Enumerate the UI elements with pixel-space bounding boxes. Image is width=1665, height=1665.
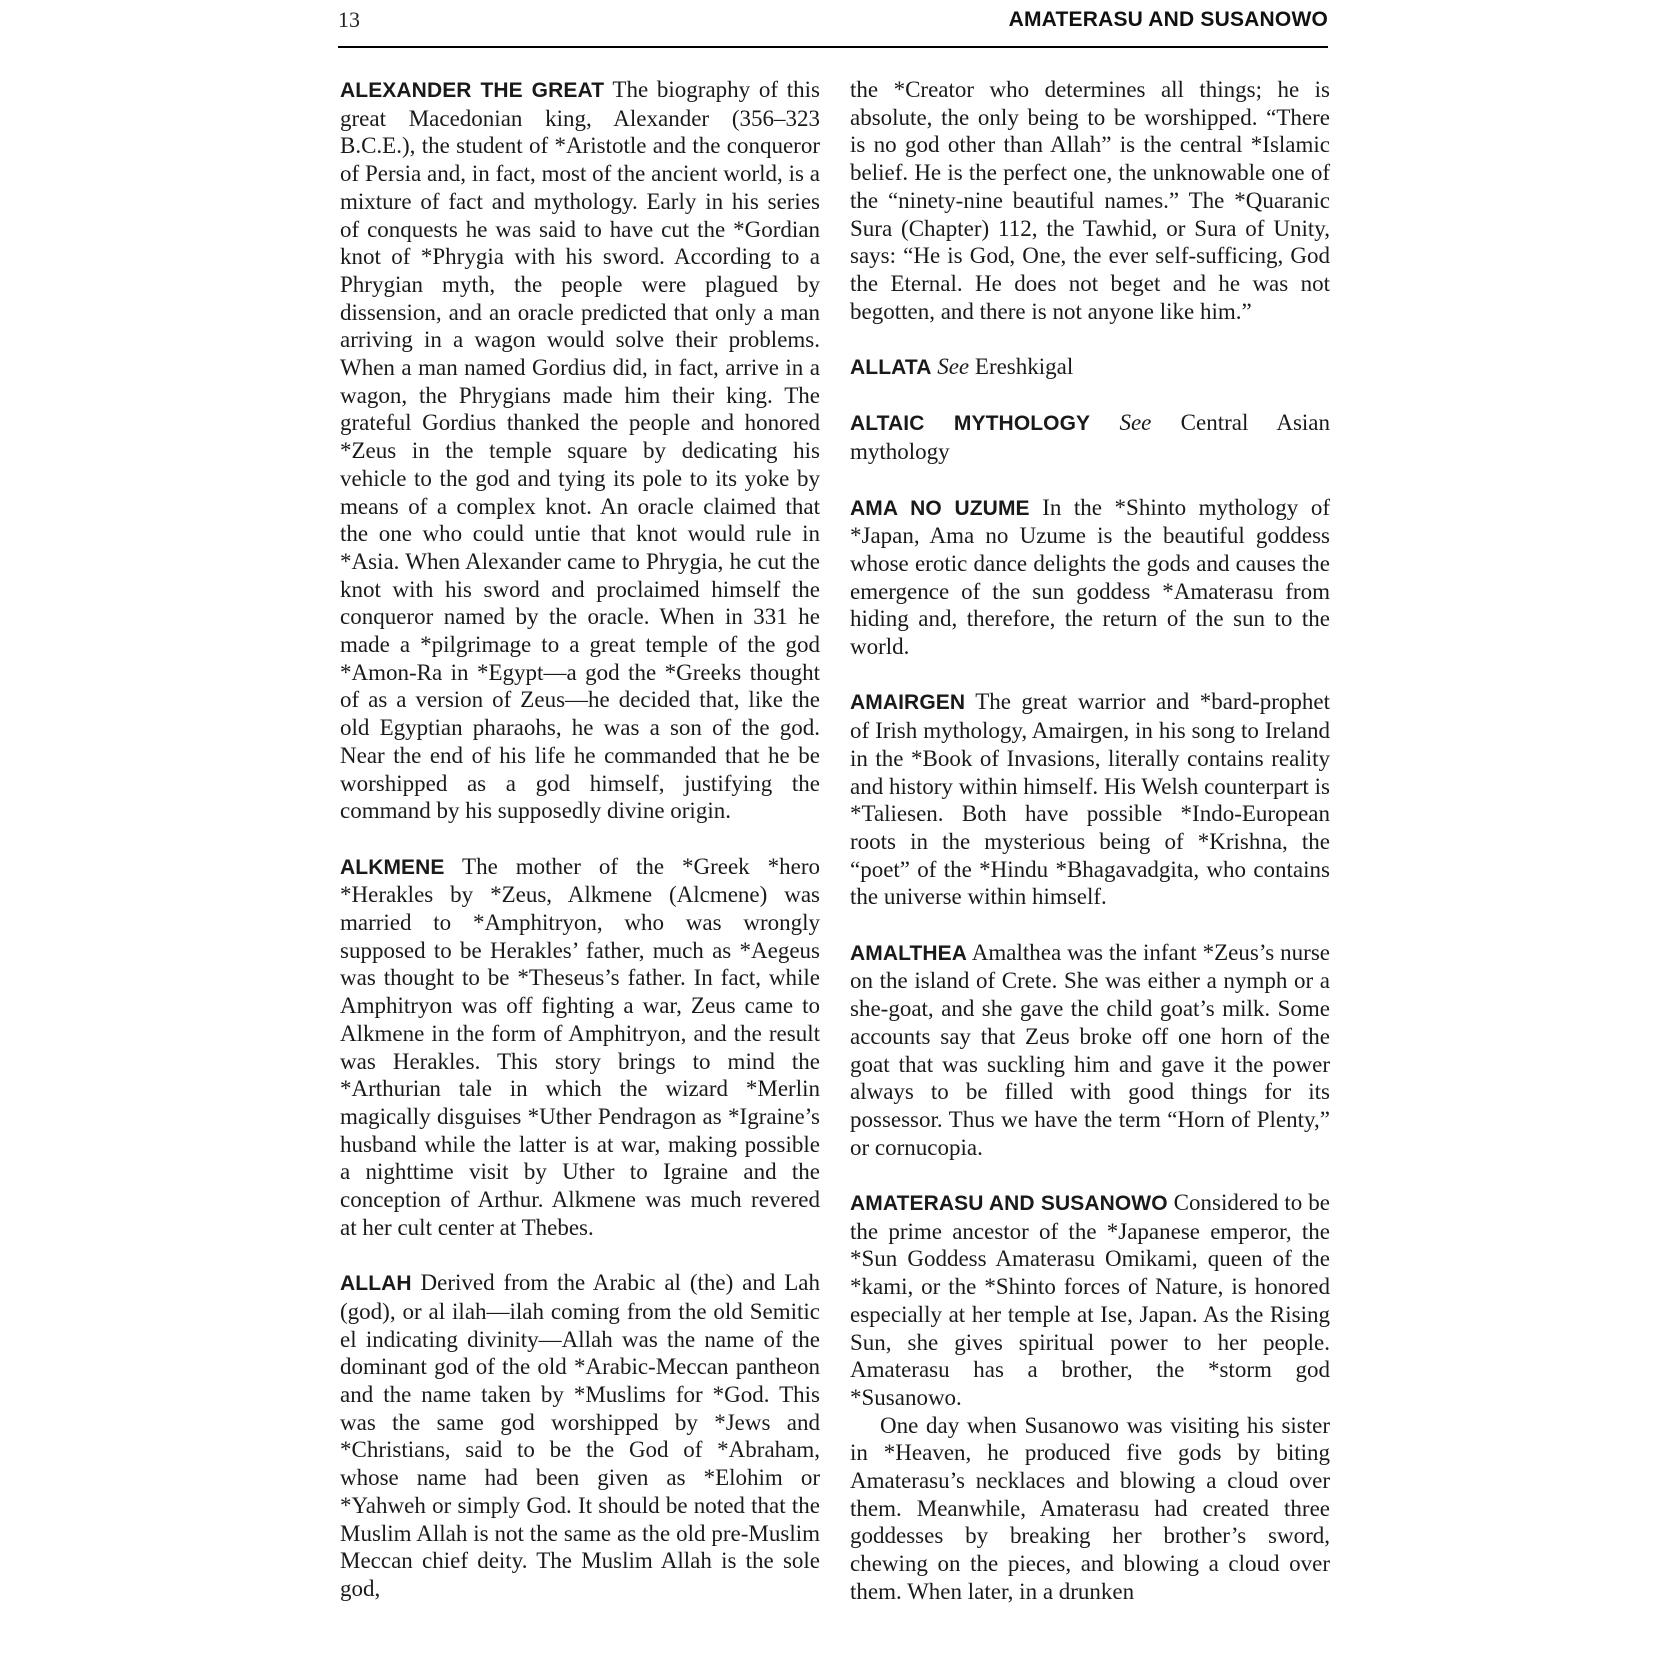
entry-alkmene bbox=[340, 853, 820, 1242]
page-number: 13 bbox=[338, 7, 360, 32]
entry-text: The mother of the *Greek *hero *Herakles by *Zeus, Alkmene (Alcmene) was married to *Amphitryon, who was wrongly supposed to be Herakles’ father, much as *Aegeus was thought to be *Theseus’s father. In fact, while Amphitryon was off fighting a war, Zeus came to Alkmene in the form of Amphitryon, and the result was Herakles. This story brings to mind the *Arthurian tale in which the wizard *Merlin magically disguises *Uther Pendragon as *Igraine’s husband while the latter is at war, making possible a nighttime visit by Uther to Igraine and the conception of Arthur. Alkmene was much revered at her cult center at Thebes. bbox=[340, 853, 820, 1240]
entry-headword: AMA NO UZUME bbox=[850, 496, 1030, 520]
see-reference: See bbox=[1090, 410, 1152, 436]
entry-alexander-the-great bbox=[340, 76, 820, 825]
entry-amalthea bbox=[850, 939, 1330, 1162]
entry-text: Derived from the Arabic al (the) and Lah (god), or al ilah—ilah coming from the old Semitic el indicating divinity—Allah was the name of the dominant god of the old *Arabic-Meccan pantheon and the name taken by *Muslims for *God. This was the same god worshipped by *Jews and *Christians, said to be the God of *Abraham, whose name had been given as *Elohim or *Yahweh or simply God. It should be noted that the Muslim Allah is not the same as the old pre-Muslim Meccan chief deity. The Muslim Allah is the sole god, bbox=[340, 1270, 820, 1601]
entry-headword: AMALTHEA bbox=[850, 941, 968, 965]
entry-text: The biography of this great Macedonian king, Alexander (356–323 B.C.E.), the student of *Aristotle and the conqueror of Persia and, in fact, most of the ancient world, is a mixture of fact and mythology. Early in his series of conquests he was said to have cut the *Gordian knot of *Phrygia with his sword. According to a Phrygian myth, the people were plagued by dissension, and an oracle predicted that only a man arriving in a wagon would solve their problems. When a man named Gordius did, in fact, arrive in a wagon, the Phrygians made him their king. The grateful Gordius thanked the people and honored *Zeus in the temple square by dedicating his vehicle to the god and tying its pole to its yoke by means of a complex knot. An oracle claimed that the one who could untie that knot would rule in *Asia. When Alexander came to Phrygia, he cut the knot with his sword and proclaimed himself the conqueror named by the oracle. When in 331 he made a *pilgrimage to a great temple of the god *Amon-Ra in *Egypt—a god the *Greeks thought of as a version of Zeus—he decided that, like the old Egyptian pharaohs, he was a son of the god. Near the end of his life he commanded that he be worshipped as a god himself, justifying the command by his supposedly divine origin. bbox=[340, 77, 820, 824]
left-column bbox=[340, 76, 820, 1630]
entry-text: the *Creator who determines all things; he is absolute, the only being to be worshipped. “There is no god other than Allah” is the central *Islamic belief. He is the perfect one, the unknowable one of the “ninety-nine beautiful names.” The *Quaranic Sura (Chapter) 112, the Tawhid, or Sura of Unity, says: “He is God, One, the ever self-sufficing, God the Eternal. He does not beget and he was not begotten, and there is not anyone like him.” bbox=[850, 77, 1330, 324]
entry-text: Central Asian mythology bbox=[850, 410, 1331, 465]
entry-amaterasu-paragraph-2 bbox=[850, 1412, 1330, 1606]
see-reference: See bbox=[931, 354, 970, 380]
entry-amairgen bbox=[850, 688, 1330, 911]
running-head: AMATERASU AND SUSANOWO bbox=[1008, 8, 1328, 31]
entry-text: Considered to be the prime ancestor of the *Japanese emperor, the *Sun Goddess Amaterasu Omikami, queen of the *kami, or the *Shinto forces of Nature, is honored especially at her temple at Ise, Japan. As the Rising Sun, she gives spiritual power to her people. Amaterasu has a brother, the *storm god *Susanowo. bbox=[850, 1190, 1330, 1410]
entry-text: In the *Shinto mythology of *Japan, Ama no Uzume is the beautiful goddess whose erotic dance delights the gods and causes the emergence of the sun goddess *Amaterasu from hiding and, therefore, the return of the sun to the world. bbox=[850, 494, 1330, 660]
entry-amaterasu-and-susanowo bbox=[850, 1189, 1330, 1412]
page-header bbox=[338, 6, 1328, 48]
entry-altaic-mythology bbox=[850, 409, 1330, 465]
entry-text: The great warrior and *bard-prophet of Irish mythology, Amairgen, in his song to Ireland in the *Book of Invasions, literally contains reality and history within himself. His Welsh counterpart is *Taliesen. Both have possible *Indo-European roots in the mysterious being of *Krishna, the “poet” of the *Hindu *Bhagavadgita, who contains the universe within himself. bbox=[850, 689, 1330, 910]
entry-text: One day when Susanowo was visiting his sister in *Heaven, he produced five gods by biting Amaterasu’s necklaces and blowing a cloud over them. Meanwhile, Amaterasu had created three goddesses by breaking her brother’s sword, chewing on the pieces, and blowing a cloud over them. When later, in a drunken bbox=[850, 1412, 1330, 1604]
entry-text: Ereshkigal bbox=[969, 354, 1074, 380]
entry-headword: AMAIRGEN bbox=[850, 691, 966, 715]
entry-text: Amalthea was the infant *Zeus’s nurse on the island of Crete. She was either a nymph or a she-goat, and she gave the child goat’s milk. Some accounts say that Zeus broke off one horn of the goat that was suckling him and gave it the power always to be filled with good things for its possessor. Thus we have the term “Horn of Plenty,” or cornucopia. bbox=[850, 939, 1330, 1160]
entry-allah bbox=[340, 1269, 820, 1602]
entry-ama-no-uzume bbox=[850, 494, 1330, 661]
entry-headword: ALLAH bbox=[340, 1272, 412, 1296]
entry-allah-continued bbox=[850, 76, 1330, 325]
entry-headword: ALKMENE bbox=[340, 855, 445, 879]
right-column bbox=[850, 76, 1330, 1633]
entry-headword: ALLATA bbox=[850, 356, 932, 380]
entry-headword: AMATERASU AND SUSANOWO bbox=[850, 1192, 1168, 1216]
entry-headword: ALEXANDER THE GREAT bbox=[340, 79, 605, 102]
entry-headword: ALTAIC MYTHOLOGY bbox=[850, 412, 1091, 436]
entry-allata bbox=[850, 353, 1330, 382]
